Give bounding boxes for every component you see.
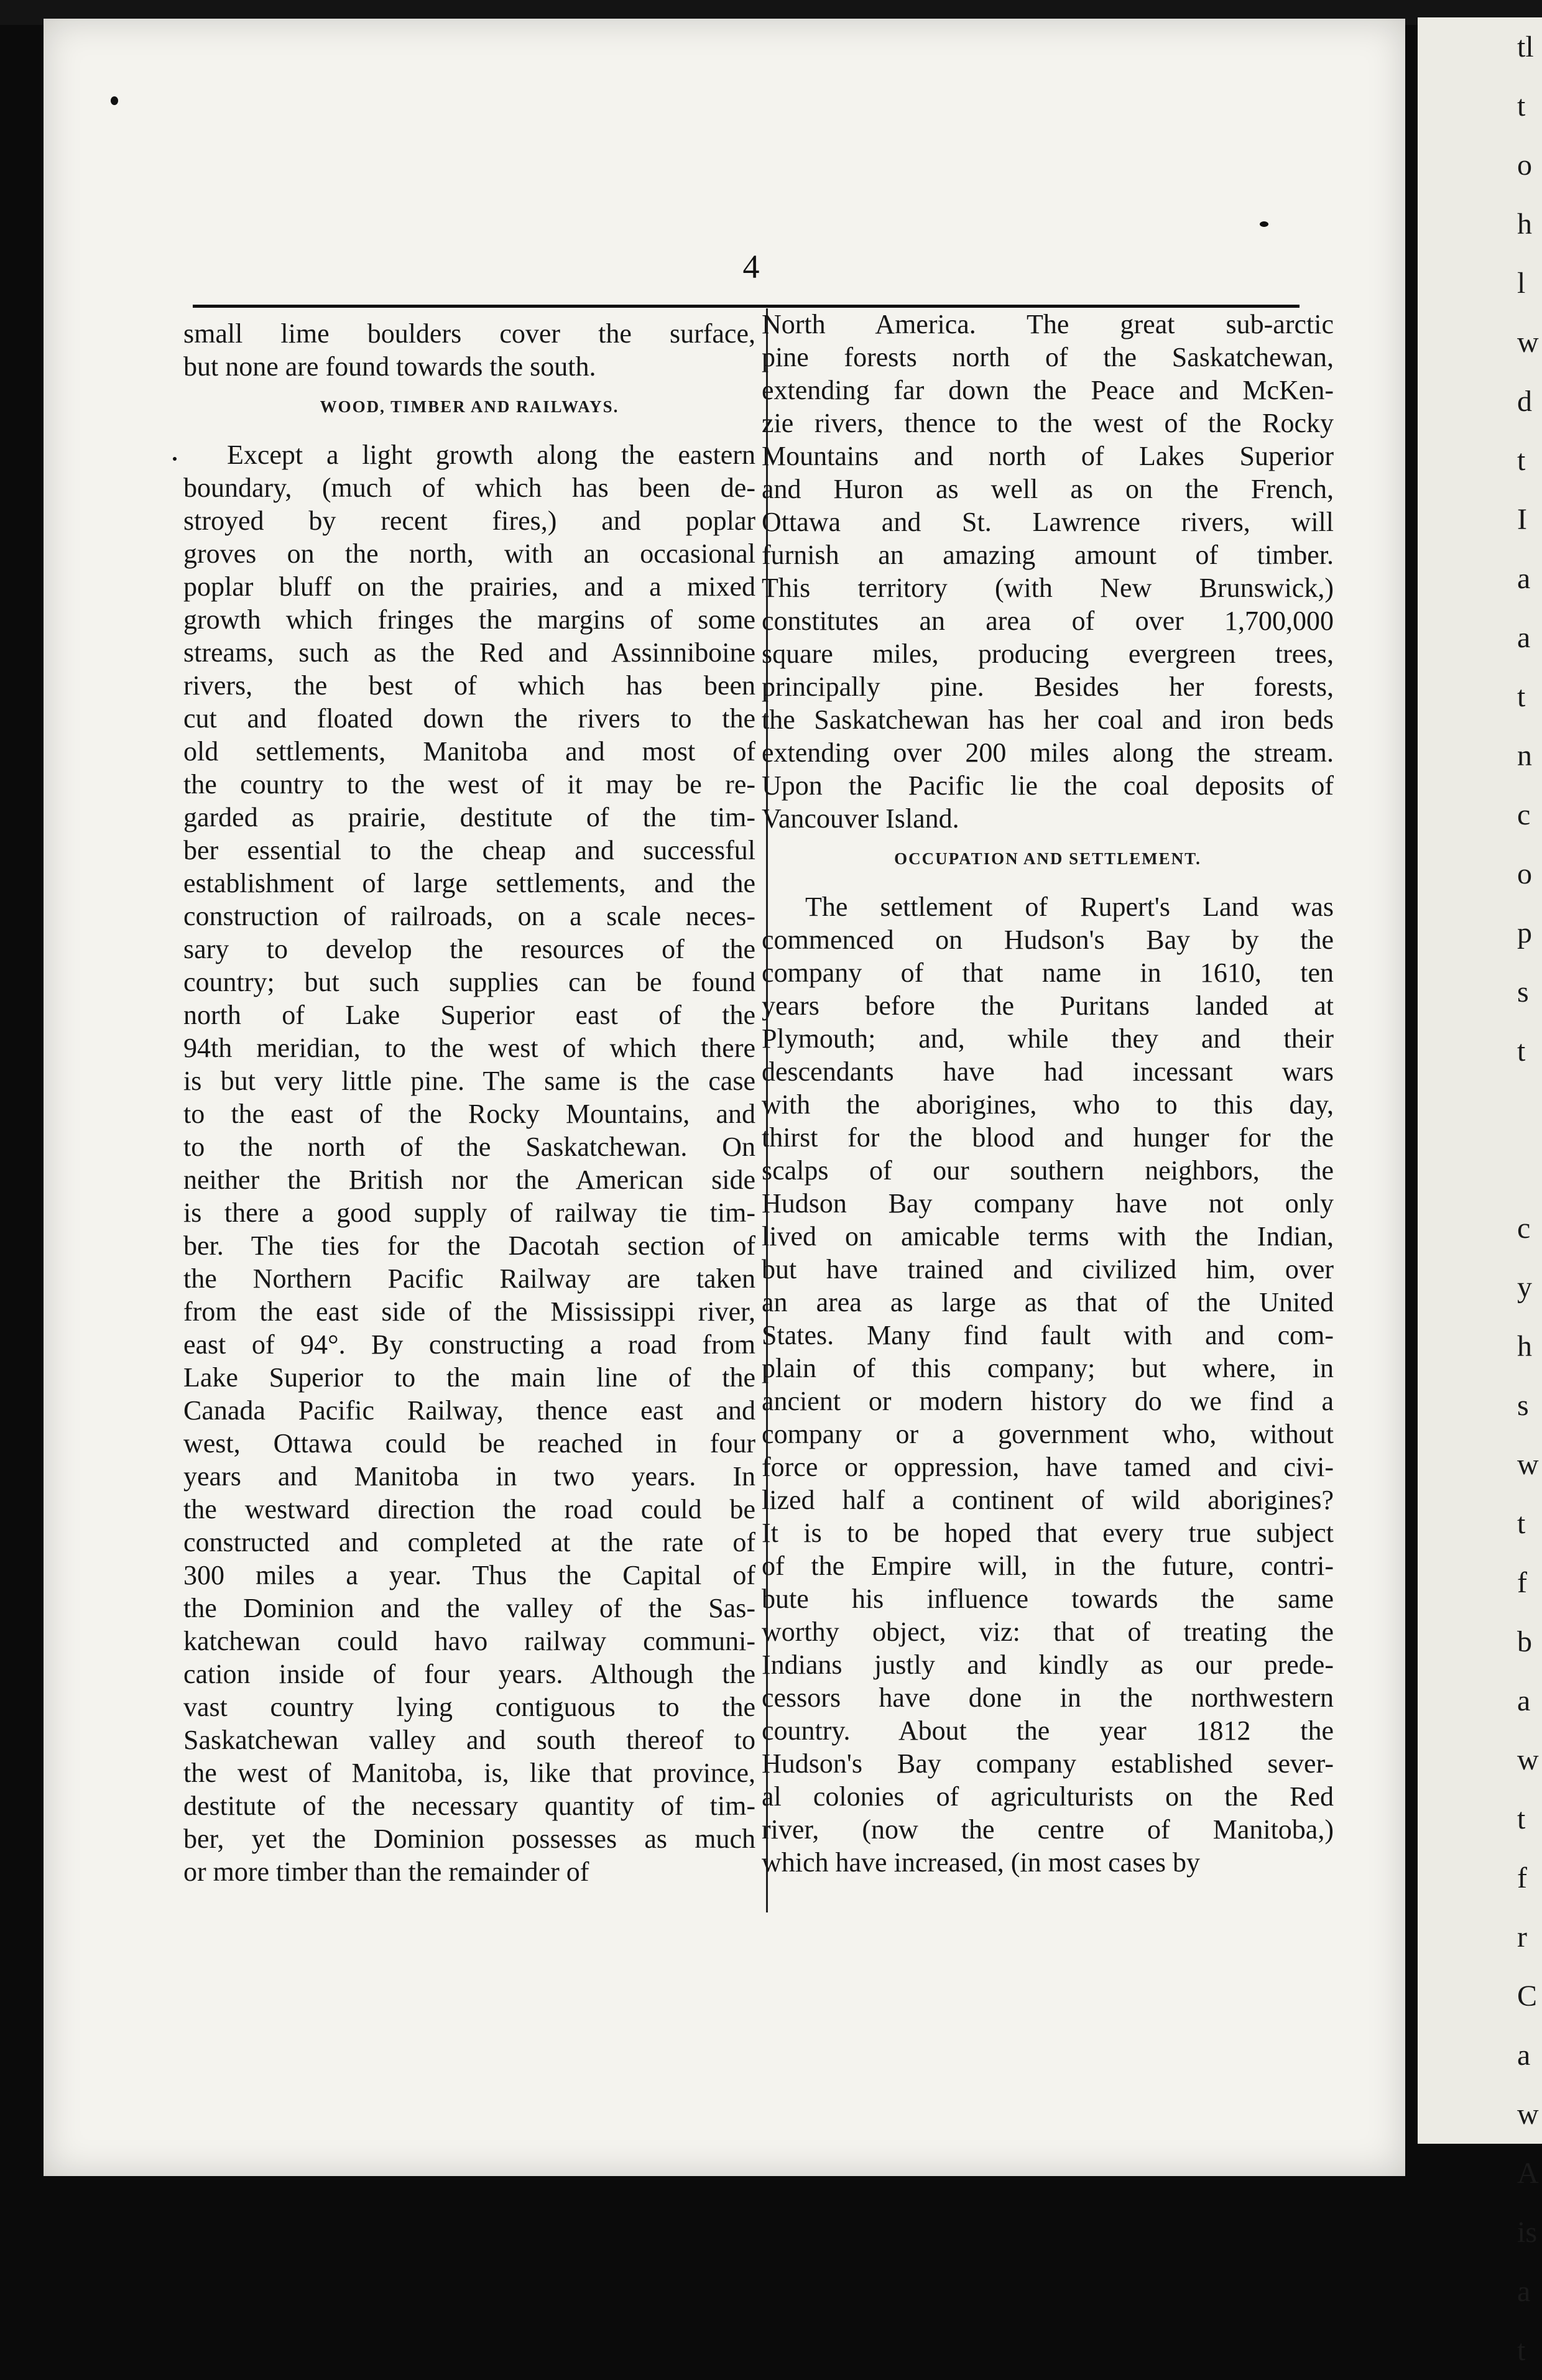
text-line: years and Manitoba in two years. In [183,1461,755,1492]
text-line: Mountains and north of Lakes Superior [762,441,1334,471]
text-line: rivers, the best of which has been [183,670,755,701]
text-line: is but very little pine. The same is the case [183,1066,755,1096]
text-line: from the east side of the Mississippi river, [183,1296,755,1327]
right-column [762,308,1334,1879]
next-page-fragment: t [1517,90,1526,122]
text-line: ancient or modern history do we find a [762,1386,1334,1416]
text-line: groves on the north, with an occasional [183,538,755,569]
text-line: growth which fringes the margins of some [183,604,755,635]
text-line: west, Ottawa could be reached in four [183,1428,755,1459]
paragraph-north-america [762,308,1334,835]
text-line: lived on amicable terms with the Indian, [762,1221,1334,1252]
text-line: Saskatchewan valley and south thereof to [183,1725,755,1755]
text-line: to the north of the Saskatchewan. On [183,1132,755,1162]
page-number: 4 [742,248,760,285]
text-line: scalps of our southern neighbors, the [762,1155,1334,1186]
section-heading-occupation-settlement: OCCUPATION AND SETTLEMENT. [894,849,1201,868]
text-line: descendants have had incessant wars [762,1056,1334,1087]
text-line: ber essential to the cheap and successful [183,835,755,865]
next-page-fragment: a [1517,621,1531,654]
text-line: the Dominion and the valley of the Sas- [183,1593,755,1623]
text-line: of the Empire will, in the future, contri- [762,1551,1334,1581]
text-line: stroyed by recent fires,) and poplar [183,505,755,536]
text-line: an area as large as that of the United [762,1287,1334,1317]
next-page-fragment: d [1517,385,1532,418]
text-line: boundary, (much of which has been de- [183,473,755,503]
paragraph-intro [183,317,755,383]
text-line: the Saskatchewan has her coal and iron beds [762,704,1334,735]
next-page-fragment: A [1517,2157,1539,2190]
paragraph-wood-timber [183,438,755,1888]
text-line: cation inside of four years. Although the [183,1659,755,1689]
text-line: poplar bluff on the prairies, and a mixed [183,571,755,602]
text-line: States. Many find fault with and com- [762,1320,1334,1350]
scan-speck [1260,221,1268,227]
next-page-fragment: h [1517,1330,1532,1363]
next-page-fragment: r [1517,1921,1527,1953]
text-line: Hudson's Bay company established sever- [762,1748,1334,1779]
text-line: force or oppression, have tamed and civi- [762,1452,1334,1482]
text-line: the westward direction the road could be [183,1494,755,1524]
next-page-fragment: I [1517,503,1527,536]
next-page-fragment: t [1517,680,1526,713]
text-line: Indians justly and kindly as our prede- [762,1649,1334,1680]
text-line: but have trained and civilized him, over [762,1254,1334,1285]
adjacent-page-edge [1418,17,1542,2367]
next-page-fragment: is [1517,2216,1538,2249]
text-line: years before the Puritans landed at [762,990,1334,1021]
next-page-fragment: w [1517,1743,1539,1776]
text-line: neither the British nor the American side [183,1165,755,1195]
text-line: 300 miles a year. Thus the Capital of [183,1560,755,1590]
text-line: old settlements, Manitoba and most of [183,736,755,767]
text-line: the country to the west of it may be re- [183,769,755,800]
paragraph-settlement [762,890,1334,1879]
next-page-fragment: t [1517,1507,1526,1540]
text-line: establishment of large settlements, and the [183,868,755,898]
text-line: river, (now the centre of Manitoba,) [762,1814,1334,1845]
text-line: and Huron as well as on the French, [762,474,1334,504]
text-line: company or a government who, without [762,1419,1334,1449]
next-page-fragment: y [1517,1271,1532,1304]
text-line: to the east of the Rocky Mountains, and [183,1099,755,1129]
text-line: constructed and completed at the rate of [183,1527,755,1557]
text-line: cut and floated down the rivers to the [183,703,755,734]
text-line: country. About the year 1812 the [762,1715,1334,1746]
text-line: Canada Pacific Railway, thence east and [183,1395,755,1426]
text-line: Upon the Pacific lie the coal deposits of [762,770,1334,801]
next-page-fragment: w [1517,2098,1539,2131]
text-line: extending far down the Peace and McKen- [762,375,1334,405]
text-line: but none are found towards the south. [183,351,596,382]
next-page-fragment: w [1517,326,1539,359]
text-line: This territory (with New Brunswick,) [762,573,1334,603]
text-line: the Northern Pacific Railway are taken [183,1263,755,1294]
next-page-fragment: s [1517,1389,1529,1422]
text-line: plain of this company; but where, in [762,1353,1334,1383]
next-page-fragment: n [1517,739,1532,772]
next-page-fragment: c [1517,798,1531,831]
text-line: Plymouth; and, while they and their [762,1023,1334,1054]
text-line: Ottawa and St. Lawrence rivers, will [762,507,1334,537]
text-line: which have increased, (in most cases by [762,1847,1200,1878]
next-page-fragment: a [1517,2275,1531,2308]
text-line: constitutes an area of over 1,700,000 [762,606,1334,636]
text-line: pine forests north of the Saskatchewan, [762,342,1334,372]
text-line: north of Lake Superior east of the [183,1000,755,1030]
text-line: streams, such as the Red and Assinniboine [183,637,755,668]
next-page-fragment: t [1517,1802,1526,1835]
text-line: ber, yet the Dominion possesses as much [183,1824,755,1854]
text-line: garded as prairie, destitute of the tim- [183,802,755,833]
section-heading-wood-timber-railways: WOOD, TIMBER AND RAILWAYS. [320,397,619,416]
text-line: is there a good supply of railway tie tim- [183,1197,755,1228]
text-line: North America. The great sub-arctic [762,309,1334,339]
text-line: square miles, producing evergreen trees, [762,639,1334,669]
next-page-fragment [1418,1081,1542,1140]
next-page-fragment: a [1517,562,1531,595]
text-line: furnish an amazing amount of timber. [762,540,1334,570]
scan-speck [173,457,177,461]
next-page-fragment: f [1517,1861,1527,1894]
next-page-fragment: w [1517,1448,1539,1481]
text-line: commenced on Hudson's Bay by the [762,925,1334,955]
text-line: construction of railroads, on a scale neces- [183,901,755,931]
text-line: small lime boulders cover the surface, [183,318,755,349]
text-line: vast country lying contiguous to the [183,1692,755,1722]
text-line: the west of Manitoba, is, like that province, [183,1758,755,1788]
next-page-fragment: o [1517,857,1532,890]
next-page-fragment [1418,1140,1542,1199]
text-line: extending over 200 miles along the stream. [762,737,1334,768]
scan-speck [111,96,118,105]
next-page-fragment: tl [1517,30,1534,63]
text-line: ber. The ties for the Dacotah section of [183,1230,755,1261]
text-line: Except a light growth along the eastern [227,440,755,470]
text-line: 94th meridian, to the west of which there [183,1033,755,1063]
text-line: It is to be hoped that every true subject [762,1518,1334,1548]
text-line: sary to develop the resources of the [183,934,755,964]
text-line: thirst for the blood and hunger for the [762,1122,1334,1153]
next-page-fragment: s [1517,976,1529,1008]
next-page-fragment: C [1517,1980,1538,2013]
next-page-fragment: l [1517,267,1526,300]
text-line: cessors have done in the northwestern [762,1682,1334,1713]
text-line: al colonies of agriculturists on the Red [762,1781,1334,1812]
text-line: The settlement of Rupert's Land was [805,892,1334,922]
next-page-fragment: o [1517,149,1532,182]
next-page-fragment: t [1517,1035,1526,1068]
text-line: east of 94°. By constructing a road from [183,1329,755,1360]
text-line: Lake Superior to the main line of the [183,1362,755,1393]
next-page-fragment: t [1517,2334,1526,2367]
next-page-fragment: c [1517,1212,1531,1245]
next-page-fragment: a [1517,2039,1531,2072]
text-line: zie rivers, thence to the west of the Rocky [762,408,1334,438]
next-page-fragment: t [1517,444,1526,477]
left-column [183,317,755,1888]
next-page-fragment: b [1517,1625,1532,1658]
next-page-fragment: f [1517,1566,1527,1599]
next-page-fragment: a [1517,1684,1531,1717]
next-page-fragment: p [1517,916,1532,949]
text-line: with the aborigines, who to this day, [762,1089,1334,1120]
text-line: principally pine. Besides her forests, [762,671,1334,702]
text-line: Hudson Bay company have not only [762,1188,1334,1219]
text-line: worthy object, viz: that of treating the [762,1617,1334,1647]
text-line: lized half a continent of wild aborigines? [762,1485,1334,1515]
text-line: Vancouver Island. [762,803,959,834]
text-line: destitute of the necessary quantity of tim- [183,1791,755,1821]
text-line: company of that name in 1610, ten [762,957,1334,988]
text-line: bute his influence towards the same [762,1584,1334,1614]
text-line: or more timber than the remainder of [183,1856,589,1887]
text-line: country; but such supplies can be found [183,967,755,997]
text-line: katchewan could havo railway communi- [183,1626,755,1656]
next-page-fragment: h [1517,208,1532,241]
